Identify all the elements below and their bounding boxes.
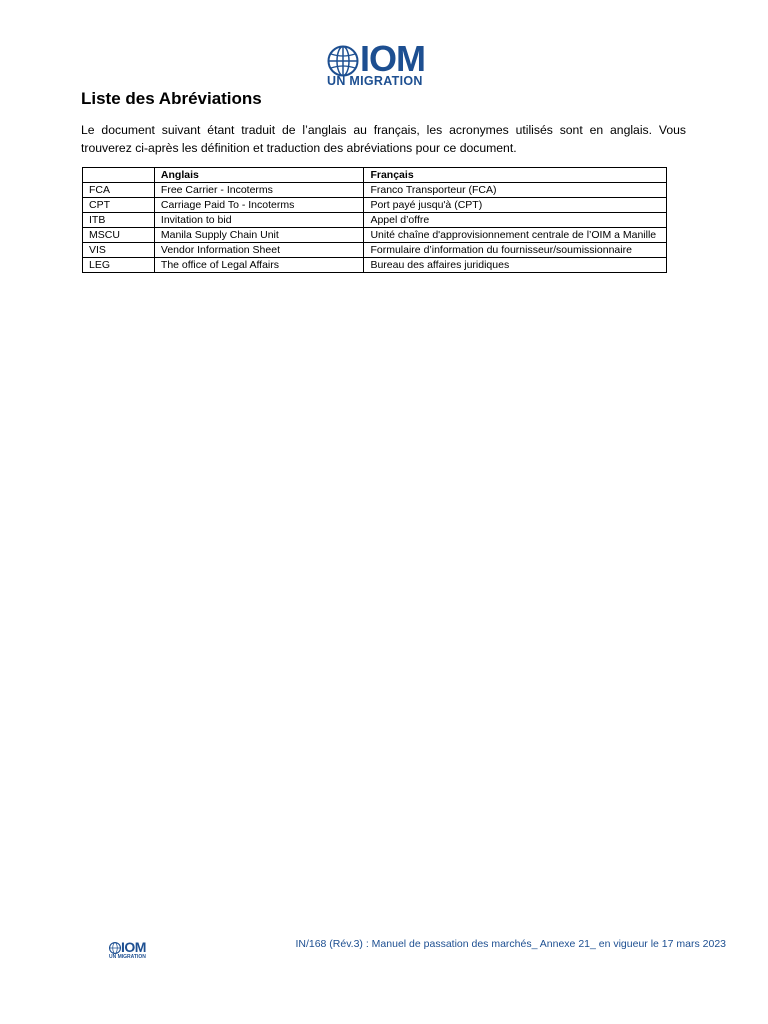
cell-french: Formulaire d’information du fournisseur/soumissionnaire [364,243,667,258]
un-globe-icon [109,942,121,954]
footer-logo-iom-text: IOM [121,939,146,955]
cell-english: Carriage Paid To - Incoterms [154,198,364,213]
footer-iom-logo [109,939,169,962]
cell-acronym: ITB [83,213,155,228]
cell-french: Appel d’offre [364,213,667,228]
table-row [83,213,667,228]
cell-acronym: FCA [83,183,155,198]
un-globe-icon [327,45,359,77]
cell-acronym: CPT [83,198,155,213]
table-header-row [83,168,667,183]
cell-english: Vendor Information Sheet [154,243,364,258]
cell-english: The office of Legal Affairs [154,258,364,273]
header-cell-french: Français [364,168,667,183]
iom-logo [327,38,445,88]
footer-logo-un-migration-text: UN MIGRATION [109,954,146,960]
header-cell-acronym [83,168,155,183]
cell-english: Manila Supply Chain Unit [154,228,364,243]
header-cell-english: Anglais [154,168,364,183]
abbreviations-table [82,167,667,273]
cell-acronym: LEG [83,258,155,273]
table-row [83,243,667,258]
cell-french: Port payé jusqu'à (CPT) [364,198,667,213]
table-row [83,228,667,243]
table-row [83,183,667,198]
intro-paragraph: Le document suivant étant traduit de l’anglais au français, les acronymes utilisés sont en anglais. Vous trouverez ci-après les définition et traduction des abréviations pour ce document. [81,123,686,155]
cell-acronym: VIS [83,243,155,258]
cell-french: Unité chaîne d'approvisionnement centrale de l’OIM a Manille [364,228,667,243]
table-row [83,258,667,273]
cell-french: Bureau des affaires juridiques [364,258,667,273]
cell-french: Franco Transporteur (FCA) [364,183,667,198]
logo-iom-text: IOM [360,38,425,79]
table-row [83,198,667,213]
cell-acronym: MSCU [83,228,155,243]
logo-un-migration-text: UN MIGRATION [327,74,423,88]
page-title: Liste des Abréviations [81,89,262,108]
footer-document-reference: IN/168 (Rév.3) : Manuel de passation des marchés_ Annexe 21_ en vigueur le 17 mars 2023 [295,938,726,950]
cell-english: Free Carrier - Incoterms [154,183,364,198]
cell-english: Invitation to bid [154,213,364,228]
